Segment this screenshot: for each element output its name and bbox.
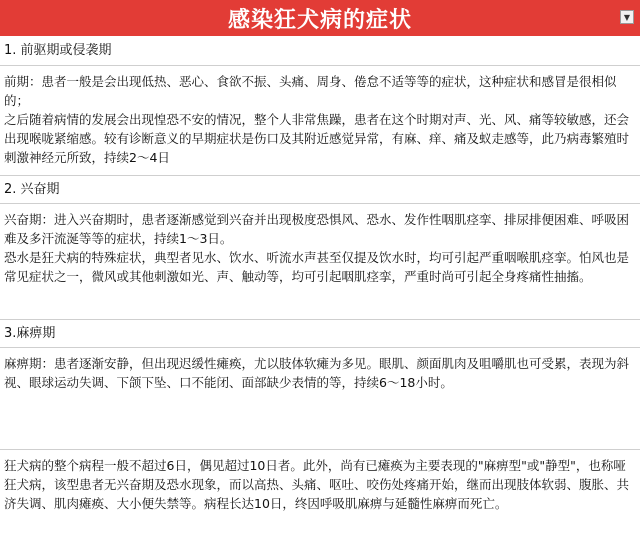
section-3-heading-cell[interactable] (0, 320, 640, 348)
section-paragraph: 恐水是狂犬病的特殊症状，典型者见水、饮水、听流水声甚至仅提及饮水时，均可引起严重咽喉肌痉挛。怕风也是常见症状之一，微风或其他刺激如光、声、触动等，均可引起咽肌痉挛，严重时尚可引起全身疼痛性抽搐。 (4, 250, 630, 284)
section-2-body-cell[interactable] (0, 204, 640, 320)
section-paragraph: 麻痹期：患者逐渐安静，但出现迟缓性瘫痪，尤以肢体软瘫为多见。眼肌、颜面肌肉及咀嚼肌也可受累，表现为斜视、眼球运动失调、下颌下坠、口不能闭、面部缺少表情的等，持续6～18小时。 (4, 356, 630, 390)
section-paragraph: 兴奋期：进入兴奋期时，患者逐渐感觉到兴奋并出现极度恐惧风、恐水、发作性咽肌痉挛、排尿排便困难、呼吸困难及多汗流涎等等的症状，持续1～3日。 (4, 212, 630, 246)
section-3-body-cell[interactable] (0, 348, 640, 450)
summary-cell[interactable] (0, 450, 640, 533)
section-1-body-cell[interactable] (0, 66, 640, 176)
page-title: 感染狂犬病的症状 (227, 7, 412, 33)
title-header (0, 0, 640, 36)
summary-paragraph: 狂犬病的整个病程一般不超过6日，偶见超过10日者。此外，尚有已瘫痪为主要表现的"麻痹型"或"静型"，也称哑狂犬病，该型患者无兴奋期及恐水现象，而以高热、头痛、呕吐、咬伤处疼痛开始，继而出现肢体软弱、腹胀、共济失调、肌肉瘫痪、大小便失禁等。病程长达10日，终因呼吸肌麻痹与延髓性麻痹而死亡。 (4, 458, 630, 511)
section-heading: 3.麻痹期 (4, 326, 56, 341)
section-2-heading-cell[interactable] (0, 176, 640, 204)
section-heading: 1. 前驱期或侵袭期 (4, 43, 112, 58)
section-paragraph: 之后随着病情的发展会出现惶恐不安的情况，整个人非常焦躁，患者在这个时期对声、光、风、痛等较敏感，还会出现喉咙紧缩感。较有诊断意义的早期症状是伤口及其附近感觉异常，有麻、痒、痛及蚁走感等，此乃病毒繁殖时刺激神经元所致，持续2～4日 (4, 112, 630, 165)
section-1-heading-cell[interactable] (0, 36, 640, 66)
section-heading: 2. 兴奋期 (4, 182, 60, 197)
section-paragraph: 前期：患者一般是会出现低热、恶心、食欲不振、头痛、周身、倦怠不适等等的症状，这种症状和感冒是很相似的； (4, 74, 617, 108)
dropdown-arrow-icon[interactable]: ▼ (620, 10, 634, 24)
